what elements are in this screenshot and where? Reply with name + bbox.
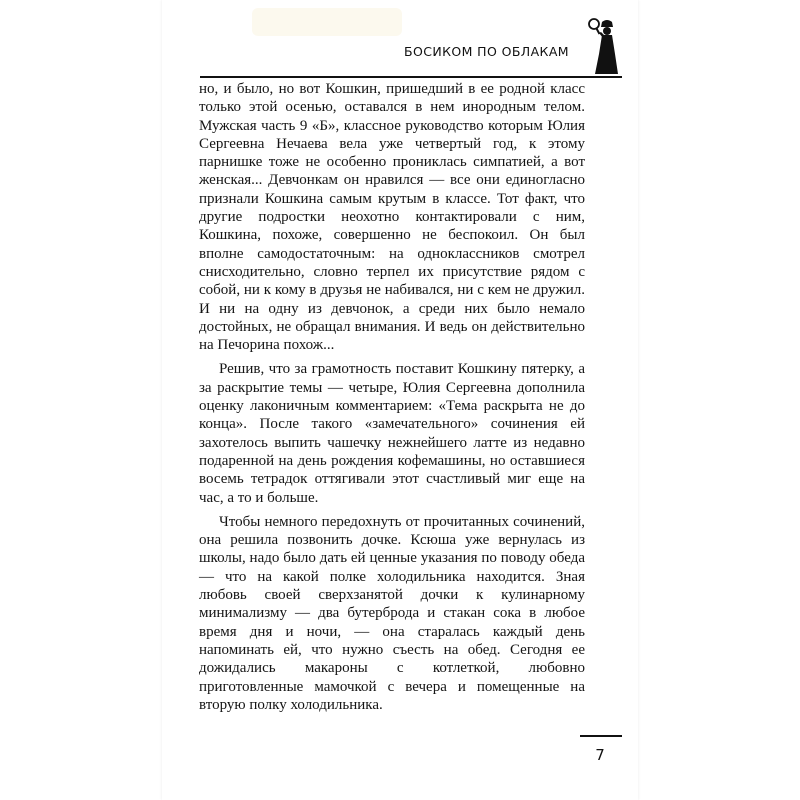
folio-rule: [580, 735, 622, 737]
paragraph: Чтобы немного передохнуть от прочитанных сочинений, она решила позвонить дочке. Ксюша уже вернулась из школы, надо было дать ей ценные указания по поводу обеда — что на какой полке холодильника находится. Зная любовь своей сверхзанятой дочки к кулинарному минимализму — два бутерброда и стакан сока в любое время дня и ночи, — она старалась каждый день напоминать ей, что нужно съесть на обед. Сегодня ее дожидались макароны с котлеткой, любовно приготовленные мамочкой с вечера и помещенные на вторую полку холодильника.: [199, 513, 585, 713]
header-rule: [200, 76, 622, 78]
body-text: [199, 80, 585, 714]
running-title: БОСИКОМ ПО ОБЛАКАМ: [404, 44, 569, 59]
detective-silhouette-icon: [587, 14, 621, 76]
faded-watermark: [252, 8, 402, 36]
paragraph: но, и было, но вот Кошкин, пришедший в ее родной класс только этой осенью, оставался в нем инородным телом. Мужская часть 9 «Б», классное руководство которым Юлия Сергеевна Нечаева вела уже четвертый год, к этому парнишке тоже не особенно прониклась симпатией, а вот женская... Девчонкам он нравился — все они единогласно признали Кошкина самым крутым в классе. Тот факт, что другие подростки неохотно контактировали с ним, Кошкина, похоже, совершенно не беспокоил. Он был вполне самодостаточным: на одноклассников смотрел снисходительно, словно терпел их присутствие рядом с собой, ни к кому в друзья не набивался, ни с кем не дружил. И ни на одну из девчонок, а среди них было немало достойных, не обращал внимания. И ведь он действительно на Печорина похож...: [199, 81, 585, 354]
page-number: 7: [595, 746, 605, 764]
paragraph: Решив, что за грамотность поставит Кошкину пятерку, а за раскрытие темы — четыре, Юлия Сергеевна дополнила оценку лаконичным комментарием: «Тема раскрыта не до конца». После такого «замечательного» сочинения ей захотелось выпить чашечку нежнейшего латте из недавно подаренной на день рождения кофемашины, но оставшиеся восемь тетрадок оттягивали этот счастливый миг еще на час, а то и больше.: [199, 361, 585, 506]
book-page: [162, 0, 638, 800]
